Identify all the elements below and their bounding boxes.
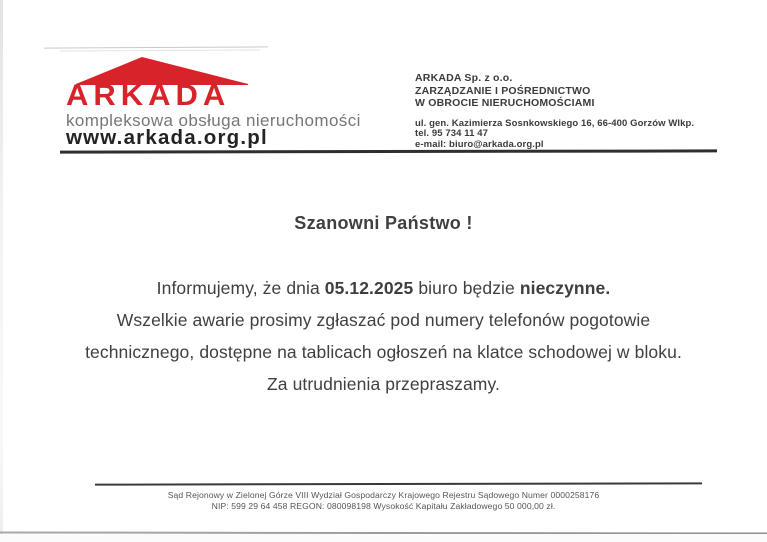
- notice-line-1-pre: Informujemy, że dnia: [156, 278, 325, 298]
- notice-line-2: Wszelkie awarie prosimy zgłaszać pod numery telefonów pogotowie: [116, 310, 651, 330]
- notice-line-4: Za utrudnienia przepraszamy.: [267, 374, 500, 394]
- company-address: ul. gen. Kazimierza Sosnkowskiego 16, 66-400 Gorzów Wlkp.: [415, 117, 695, 129]
- notice-salutation: Szanowni Państwo !: [294, 213, 473, 233]
- scan-artifact-line-2: [60, 49, 260, 51]
- notice-date: 05.12.2025: [324, 278, 414, 298]
- header-separator: [60, 149, 717, 153]
- website-url: www.arkada.org.pl: [66, 126, 268, 149]
- scan-bottom-fade: [0, 534, 767, 542]
- company-email: e-mail: biuro@arkada.org.pl: [415, 138, 544, 150]
- company-name: ARKADA Sp. z o.o.: [415, 72, 513, 84]
- scan-artifact-line: [44, 46, 268, 48]
- notice-line-1-mid: biuro będzie: [413, 278, 520, 298]
- company-info-block: [415, 72, 694, 150]
- logo-tagline: kompleksowa obsługa nieruchomości: [66, 111, 361, 130]
- notice-body: [0, 212, 767, 400]
- logo-text: ARKADA: [66, 78, 231, 112]
- footer-registry: Sąd Rejonowy w Zielonej Górze VIII Wydział Gospodarczy Krajowego Rejestru Sądowego Numer 0000258176: [167, 490, 600, 500]
- footer-separator: [95, 482, 702, 485]
- footer-block: [0, 490, 767, 511]
- company-activity-line1: ZARZĄDZANIE I POŚREDNICTWO: [415, 84, 591, 97]
- notice-line-1: [0, 272, 767, 304]
- company-phone: tel. 95 734 11 47: [415, 128, 489, 139]
- notice-closed-word: nieczynne.: [519, 278, 611, 298]
- company-activity-line2: W OBROCIE NIERUCHOMOŚCIAMI: [415, 97, 595, 109]
- notice-line-3: technicznego, dostępne na tablicach ogłoszeń na klatce schodowej w bloku.: [85, 342, 682, 362]
- footer-tax-info: NIP: 599 29 64 458 REGON: 080098198 Wysokość Kapitału Zakładowego 50 000,00 zł.: [211, 500, 556, 511]
